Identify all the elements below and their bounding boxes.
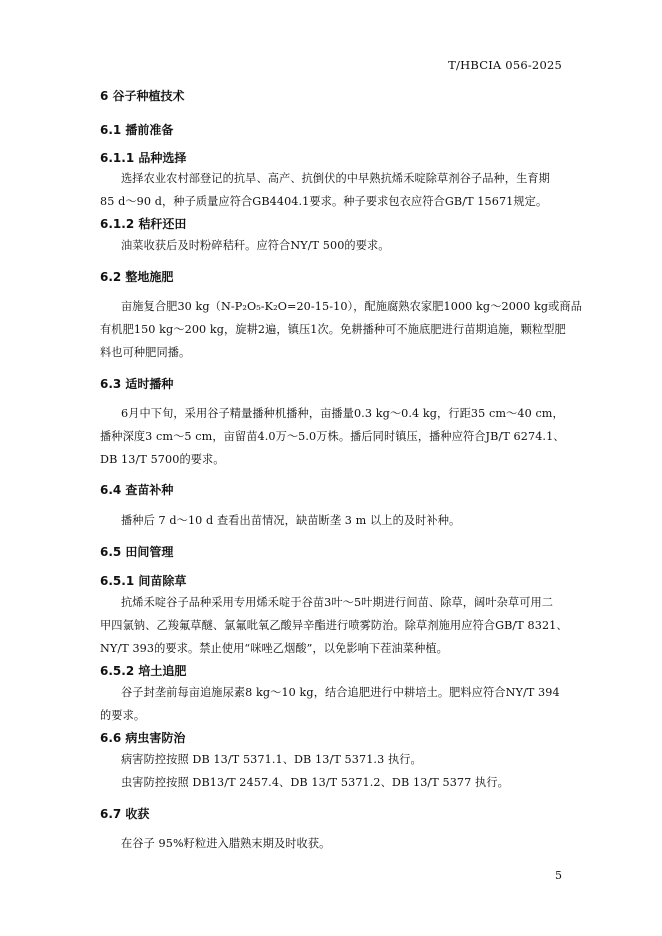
page-number: 5 bbox=[555, 869, 562, 882]
paragraph-line: 85 d～90 d，种子质量应符合GB4404.1要求。种子要求包衣应符合GB/T 15671规定。 bbox=[100, 195, 548, 208]
paragraph-line: 的要求。 bbox=[100, 709, 146, 722]
section-6-7-heading: 6.7 收获 bbox=[100, 807, 150, 821]
section-6-1-2-heading: 6.1.2 秸秆还田 bbox=[100, 217, 187, 231]
section-6-1-1-heading: 6.1.1 品种选择 bbox=[100, 151, 187, 165]
section-6-heading: 6 谷子种植技术 bbox=[100, 89, 185, 103]
paragraph-line: 播种后 7 d～10 d 查看出苗情况，缺苗断垄 3 m 以上的及时补种。 bbox=[121, 514, 461, 527]
section-6-5-heading: 6.5 田间管理 bbox=[100, 545, 174, 559]
paragraph-line: 播种深度3 cm～5 cm，亩留苗4.0万～5.0万株。播后同时镇压，播种应符合JB/T 6274.1、 bbox=[100, 430, 565, 443]
document-code: T/HBCIA 056-2025 bbox=[448, 58, 562, 72]
section-6-3-heading: 6.3 适时播种 bbox=[100, 377, 174, 391]
paragraph-line: 在谷子 95%籽粒进入腊熟末期及时收获。 bbox=[121, 837, 331, 850]
section-6-2-heading: 6.2 整地施肥 bbox=[100, 270, 174, 284]
paragraph-line: 虫害防控按照 DB13/T 2457.4、DB 13/T 5371.2、DB 13/T 5377 执行。 bbox=[121, 776, 509, 789]
paragraph-line: 病害防控按照 DB 13/T 5371.1、DB 13/T 5371.3 执行。 bbox=[121, 753, 422, 766]
paragraph-line: 甲四氯钠、乙羧氟草醚、氯氟吡氧乙酸异辛酯进行喷雾防治。除草剂施用应符合GB/T 8321、 bbox=[100, 619, 568, 632]
paragraph-line: DB 13/T 5700的要求。 bbox=[100, 453, 225, 466]
section-6-6-heading: 6.6 病虫害防治 bbox=[100, 731, 186, 745]
paragraph-line: 有机肥150 kg～200 kg，旋耕2遍，镇压1次。免耕播种可不施底肥进行苗期追施，颗粒型肥 bbox=[100, 323, 566, 336]
paragraph-line: 抗烯禾啶谷子品种采用专用烯禾啶于谷苗3叶～5叶期进行间苗、除草，阔叶杂草可用二 bbox=[121, 596, 554, 609]
section-6-1-heading: 6.1 播前准备 bbox=[100, 123, 174, 137]
paragraph-line: 料也可种肥同播。 bbox=[100, 346, 191, 359]
paragraph-line: 6月中下旬，采用谷子精量播种机播种，亩播量0.3 kg～0.4 kg，行距35 cm～40 cm， bbox=[121, 407, 564, 420]
paragraph-line: 选择农业农村部登记的抗旱、高产、抗倒伏的中早熟抗烯禾啶除草剂谷子品种，生育期 bbox=[121, 172, 550, 185]
paragraph-line: NY/T 393的要求。禁止使用“咪唑乙烟酸”，以免影响下茬油菜种植。 bbox=[100, 642, 448, 655]
paragraph-line: 亩施复合肥30 kg（N-P₂O₅-K₂O=20-15-10），配施腐熟农家肥1000 kg～2000 kg或商品 bbox=[121, 300, 583, 313]
paragraph-line: 谷子封垄前每亩追施尿素8 kg～10 kg，结合追肥进行中耕培土。肥料应符合NY/T 394 bbox=[121, 686, 560, 699]
paragraph-line: 油菜收获后及时粉碎秸秆。应符合NY/T 500的要求。 bbox=[121, 239, 390, 252]
section-6-4-heading: 6.4 查苗补种 bbox=[100, 483, 174, 497]
section-6-5-1-heading: 6.5.1 间苗除草 bbox=[100, 574, 187, 588]
section-6-5-2-heading: 6.5.2 培土追肥 bbox=[100, 664, 187, 678]
